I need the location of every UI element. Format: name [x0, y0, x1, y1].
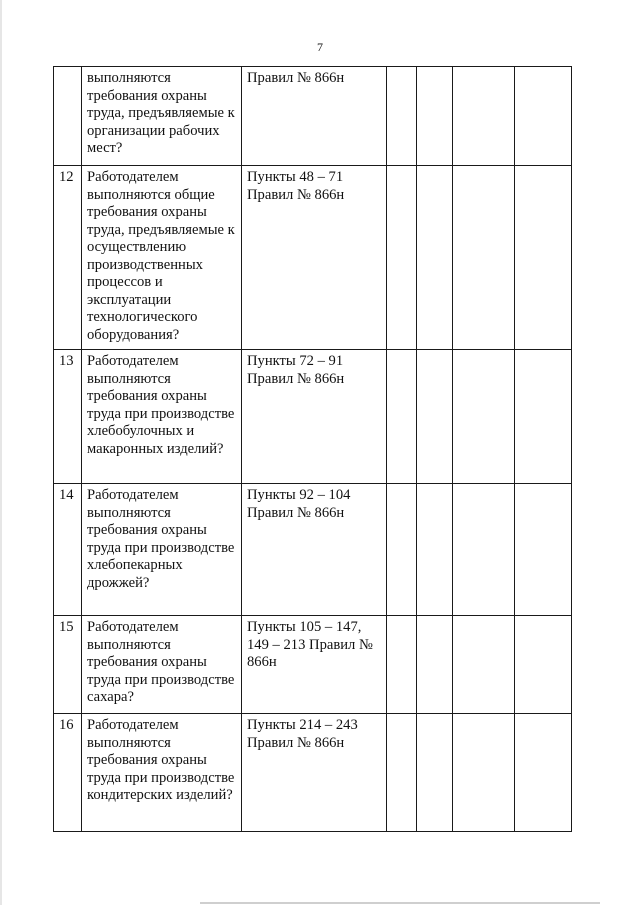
answer-cell-no: [417, 714, 453, 832]
legal-reference: Пункты 105 – 147, 149 – 213 Правил № 866н: [242, 616, 387, 714]
answer-cell-yes: [387, 350, 417, 484]
answer-cell-not-applicable: [453, 484, 515, 616]
scan-bottom-edge: [200, 902, 600, 904]
table-row: [54, 67, 572, 166]
answer-cell-no: [417, 67, 453, 166]
legal-reference: Пункты 72 – 91 Правил № 866н: [242, 350, 387, 484]
requirement-question: Работодателем выполняются требования охраны труда при производстве хлебопекарных дрожжей?: [82, 484, 242, 616]
answer-cell-note: [515, 67, 572, 166]
answer-cell-no: [417, 166, 453, 350]
row-number: 12: [54, 166, 82, 350]
answer-cell-no: [417, 484, 453, 616]
answer-cell-note: [515, 166, 572, 350]
row-number: 16: [54, 714, 82, 832]
legal-reference: Пункты 92 – 104 Правил № 866н: [242, 484, 387, 616]
legal-reference: Правил № 866н: [242, 67, 387, 166]
answer-cell-no: [417, 616, 453, 714]
answer-cell-note: [515, 350, 572, 484]
page-number: 7: [317, 40, 323, 54]
checklist-table: [53, 66, 572, 832]
answer-cell-yes: [387, 67, 417, 166]
table-row: [54, 350, 572, 484]
row-number: [54, 67, 82, 166]
answer-cell-yes: [387, 166, 417, 350]
row-number: 13: [54, 350, 82, 484]
answer-cell-not-applicable: [453, 616, 515, 714]
table-row: [54, 166, 572, 350]
row-number: 15: [54, 616, 82, 714]
row-number: 14: [54, 484, 82, 616]
requirement-question: Работодателем выполняются требования охраны труда при производстве сахара?: [82, 616, 242, 714]
answer-cell-yes: [387, 714, 417, 832]
scan-edge: [0, 0, 2, 905]
answer-cell-not-applicable: [453, 166, 515, 350]
answer-cell-yes: [387, 616, 417, 714]
answer-cell-not-applicable: [453, 350, 515, 484]
legal-reference: Пункты 214 – 243 Правил № 866н: [242, 714, 387, 832]
answer-cell-not-applicable: [453, 67, 515, 166]
legal-reference: Пункты 48 – 71 Правил № 866н: [242, 166, 387, 350]
answer-cell-no: [417, 350, 453, 484]
requirement-question: выполняются требования охраны труда, предъявляемые к организации рабочих мест?: [82, 67, 242, 166]
answer-cell-note: [515, 714, 572, 832]
requirement-question: Работодателем выполняются требования охраны труда при производстве хлебобулочных и макаронных изделий?: [82, 350, 242, 484]
answer-cell-note: [515, 484, 572, 616]
answer-cell-not-applicable: [453, 714, 515, 832]
requirement-question: Работодателем выполняются требования охраны труда при производстве кондитерских изделий?: [82, 714, 242, 832]
table-row: [54, 714, 572, 832]
table-row: [54, 484, 572, 616]
answer-cell-note: [515, 616, 572, 714]
requirement-question: Работодателем выполняются общие требования охраны труда, предъявляемые к осуществлению производственных процессов и эксплуатации технологического оборудования?: [82, 166, 242, 350]
table-row: [54, 616, 572, 714]
answer-cell-yes: [387, 484, 417, 616]
